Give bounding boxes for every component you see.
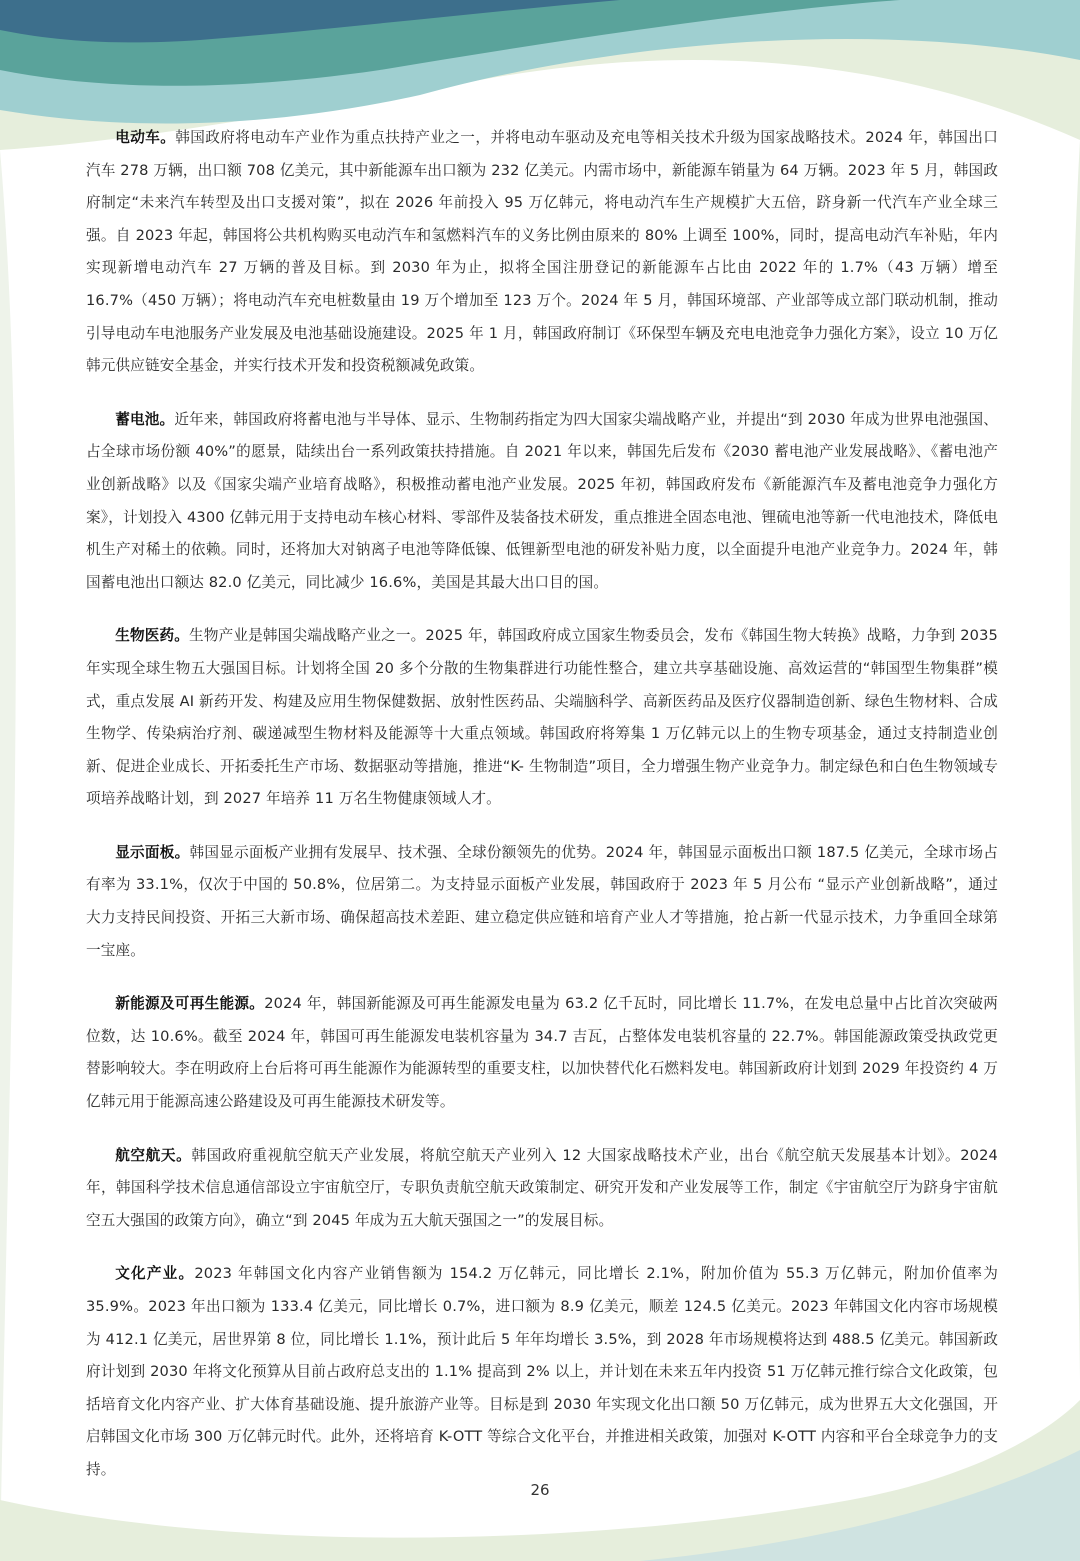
section-body: 2023 年韩国文化内容产业销售额为 154.2 万亿韩元，同比增长 2.1%，附加价值为 55.3 万亿韩元，附加价值率为 35.9%。2023 年出口额为 133.4 亿美元，同比增长 0.7%，进口额为 8.9 亿美元，顺差 124.5 亿美元。2023 年韩国文化内容市场规模为 412.1 亿美元，居世界第 8 位，同比增长 1.1%，预计此后 5 年年均增长 3.5%，到 2028 年市场规模将达到 488.5 亿美元。韩国新政府计划到 2030 年将文化预算从目前占政府总支出的 1.1% 提高到 2% 以上，并计划在未来五年内投资 51 万亿韩元推行综合文化政策，包括培育文化内容产业、扩大体育基础设施、提升旅游产业等。目标是到 2030 年实现文化出口额 50 万亿韩元，成为世界五大文化强国，开启韩国文化市场 300 万亿韩元时代。此外，还将培育 K-OTT 等综合文化平台，并推进相关政策，加强对 K-OTT 内容和平台全球竞争力的支持。 <box>86 1265 998 1478</box>
section-heading: 显示面板。 <box>115 843 190 861</box>
section-aerospace <box>86 1140 998 1238</box>
section-body: 2024 年，韩国新能源及可再生能源发电量为 63.2 亿千瓦时，同比增长 11.7%，在发电总量中占比首次突破两位数，达 10.6%。截至 2024 年，韩国可再生能源发电装机容量为 34.7 吉瓦，占整体发电装机容量的 22.7%。韩国能源政策受执政党更替影响较大。李在明政府上台后将可再生能源作为能源转型的重要支柱，以加快替代化石燃料发电。韩国新政府计划到 2029 年投资约 4 万亿韩元用于能源高速公路建设及可再生能源技术研发等。 <box>86 995 998 1111</box>
section-heading: 蓄电池。 <box>115 410 175 428</box>
left-edge <box>0 150 16 1561</box>
section-heading: 航空航天。 <box>115 1146 192 1164</box>
section-body: 韩国显示面板产业拥有发展早、技术强、全球份额领先的优势。2024 年，韩国显示面板出口额 187.5 亿美元，全球市场占有率为 33.1%，仅次于中国的 50.8%，位居第二。为支持显示面板产业发展，韩国政府于 2023 年 5 月公布 “显示产业创新战略”，通过大力支持民间投资、开拓三大新市场、确保超高技术差距、建立稳定供应链和培育产业人才等措施，抢占新一代显示技术，力争重回全球第一宝座。 <box>86 843 998 959</box>
right-edge <box>1070 140 1080 1380</box>
section-heading: 生物医药。 <box>115 627 190 645</box>
main-content <box>86 122 998 1508</box>
section-heading: 电动车。 <box>115 129 176 146</box>
section-body: 韩国政府重视航空航天产业发展，将航空航天产业列入 12 大国家战略技术产业，出台《航空航天发展基本计划》。2024 年，韩国科学技术信息通信部设立宇宙航空厅，专职负责航空航天政策制定、研究开发和产业发展等工作，制定《宇宙航空厅为跻身宇宙航空五大强国的政策方向》，确立“到 2045 年成为五大航天强国之一”的发展目标。 <box>86 1146 998 1229</box>
section-body: 生物产业是韩国尖端战略产业之一。2025 年，韩国政府成立国家生物委员会，发布《韩国生物大转换》战略，力争到 2035 年实现全球生物五大强国目标。计划将全国 20 多个分散的生物集群进行功能性整合，建立共享基础设施、高效运营的“韩国型生物集群”模式，重点发展 AI 新药开发、构建及应用生物保健数据、放射性医药品、尖端脑科学、高新医药品及医疗仪器制造创新、绿色生物材料、合成生物学、传染病治疗剂、碳递减型生物材料及能源等十大重点领域。韩国政府将筹集 1 万亿韩元以上的生物专项基金，通过支持制造业创新、促进企业成长、开拓委托生产市场、数据驱动等措施，推进“K- 生物制造”项目，全力增强生物产业竞争力。制定绿色和白色生物领域专项培养战略计划，到 2027 年培养 11 万名生物健康领域人才。 <box>86 627 998 808</box>
section-body: 韩国政府将电动车产业作为重点扶持产业之一，并将电动车驱动及充电等相关技术升级为国家战略技术。2024 年，韩国出口汽车 278 万辆，出口额 708 亿美元，其中新能源车出口额为 232 亿美元。内需市场中，新能源车销量为 64 万辆。2023 年 5 月，韩国政府制定“未来汽车转型及出口支援对策”，拟在 2026 年前投入 95 万亿韩元，将电动汽车生产规模扩大五倍，跻身新一代汽车产业全球三强。自 2023 年起，韩国将公共机构购买电动汽车和氢燃料汽车的义务比例由原来的 80% 上调至 100%，同时，提高电动汽车补贴，年内实现新增电动汽车 27 万辆的普及目标。到 2030 年为止，拟将全国注册登记的新能源车占比由 2022 年的 1.7%（43 万辆）增至 16.7%（450 万辆）；将电动汽车充电桩数量由 19 万个增加至 123 万个。2024 年 5 月，韩国环境部、产业部等成立部门联动机制，推动引导电动车电池服务产业发展及电池基础设施建设。2025 年 1 月，韩国政府制订《环保型车辆及充电电池竞争力强化方案》，设立 10 万亿韩元供应链安全基金，并实行技术开发和投资税额减免政策。 <box>86 129 998 375</box>
section-display-panels <box>86 837 998 967</box>
section-body: 近年来，韩国政府将蓄电池与半导体、显示、生物制药指定为四大国家尖端战略产业，并提出“到 2030 年成为世界电池强国、占全球市场份额 40%”的愿景，陆续出台一系列政策扶持措施。自 2021 年以来，韩国先后发布《2030 蓄电池产业发展战略》、《蓄电池产业创新战略》以及《国家尖端产业培育战略》，积极推动蓄电池产业发展。2025 年初，韩国政府发布《新能源汽车及蓄电池竞争力强化方案》，计划投入 4300 亿韩元用于支持电动车核心材料、零部件及装备技术研发，重点推进全固态电池、锂硫电池等新一代电池技术，降低电机生产对稀土的依赖。同时，还将加大对钠离子电池等降低镍、低锂新型电池的研发补贴力度，以全面提升电池产业竞争力。2024 年，韩国蓄电池出口额达 82.0 亿美元，同比减少 16.6%，美国是其最大出口目的国。 <box>86 410 998 591</box>
page-number: 26 <box>530 1481 550 1499</box>
section-heading: 文化产业。 <box>115 1265 195 1283</box>
section-batteries <box>86 404 998 600</box>
section-renewable-energy <box>86 988 998 1118</box>
section-culture-industry <box>86 1258 998 1486</box>
section-heading: 新能源及可再生能源。 <box>115 995 265 1013</box>
section-biomedicine <box>86 620 998 816</box>
section-electric-vehicles <box>86 122 998 383</box>
